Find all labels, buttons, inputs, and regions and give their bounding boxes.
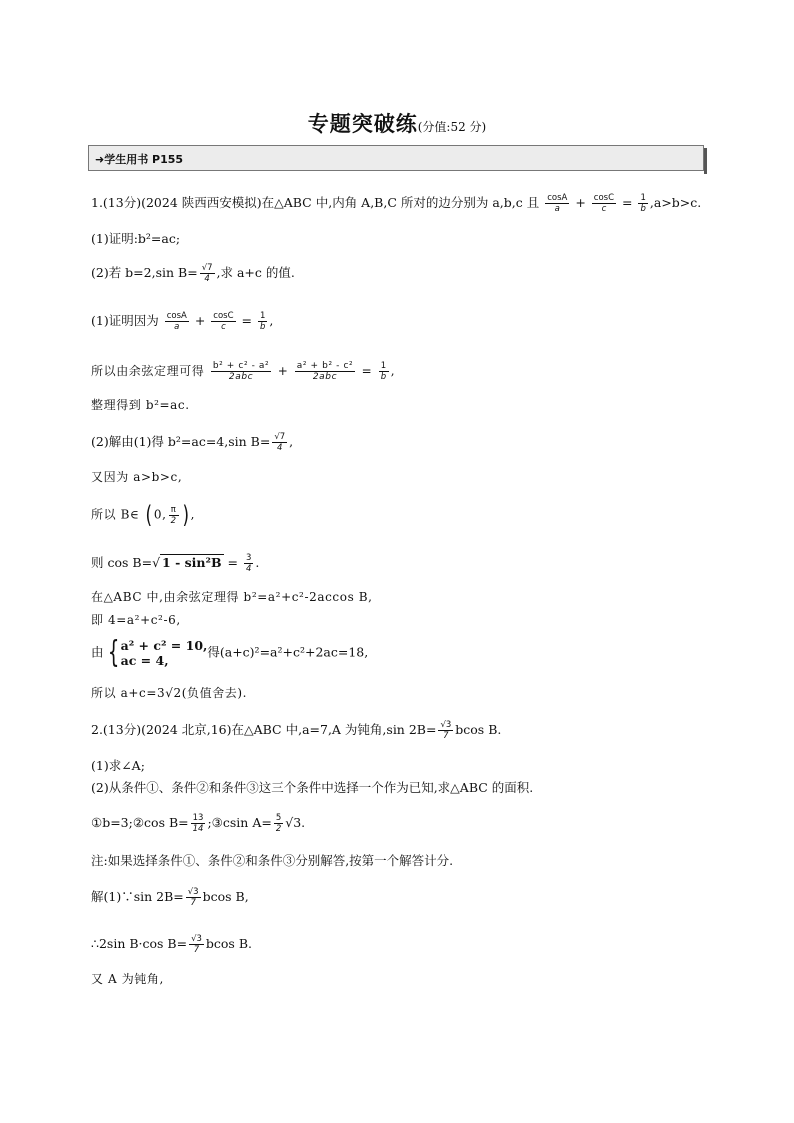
solution-text: , bbox=[289, 434, 294, 449]
equals-sign: = bbox=[361, 364, 373, 378]
fraction bbox=[191, 813, 206, 834]
q2-conditions bbox=[91, 813, 305, 834]
fraction bbox=[186, 887, 201, 908]
q1-solution-line-5: 又因为 a>b>c, bbox=[91, 470, 183, 484]
numerator: √3 bbox=[187, 887, 199, 897]
fraction bbox=[295, 361, 355, 382]
denominator: 14 bbox=[192, 824, 204, 834]
q1-solution-line-2 bbox=[91, 361, 395, 382]
solution-text: bcos B. bbox=[205, 936, 252, 951]
numerator: a² + b² - c² bbox=[296, 361, 354, 371]
q1-solution-line-3: 整理得到 b²=ac. bbox=[91, 398, 190, 412]
fraction bbox=[379, 361, 389, 382]
numerator: √3 bbox=[191, 934, 202, 944]
q1-solution-line-1 bbox=[91, 311, 273, 332]
plus-sign: + bbox=[277, 364, 289, 378]
denominator: 4 bbox=[277, 443, 283, 453]
fraction bbox=[211, 311, 235, 332]
reference-tag: ➜学生用书 P155 bbox=[95, 153, 184, 166]
q1-solution-line-11: 所以 a+c=3√2(负值舍去). bbox=[91, 686, 248, 700]
right-paren: ) bbox=[182, 501, 190, 529]
page-title bbox=[0, 108, 794, 138]
q1-part2-tail: ,求 a+c 的值. bbox=[216, 265, 295, 280]
fraction bbox=[258, 311, 267, 332]
q1-solution-line-8: 在△ABC 中,由余弦定理得 b²=a²+c²-2accos B, bbox=[91, 590, 373, 604]
denominator: 2 bbox=[275, 824, 282, 834]
numerator: cosC bbox=[213, 311, 234, 321]
fraction bbox=[169, 505, 179, 526]
plus-sign: + bbox=[575, 195, 586, 210]
denominator: 4 bbox=[246, 564, 252, 574]
q2-solution-line-2 bbox=[91, 934, 252, 955]
numerator: 1 bbox=[380, 361, 387, 371]
fraction bbox=[272, 432, 287, 453]
equation-1: a² + c² = 10, bbox=[120, 638, 208, 653]
q1-stem-text: 1.(13分)(2024 陕西西安模拟)在△ABC 中,内角 A,B,C 所对的边分别为 a,b,c 且 bbox=[91, 195, 540, 210]
q2-solution-line-3: 又 A 为钝角, bbox=[91, 972, 164, 986]
solution-text: , bbox=[269, 313, 274, 328]
q1-part2 bbox=[91, 263, 295, 284]
solution-text: 所以 B∈ bbox=[91, 507, 140, 522]
fraction bbox=[545, 193, 569, 214]
fraction bbox=[165, 311, 189, 332]
numerator: 3 bbox=[246, 553, 252, 563]
sqrt-sign: √ bbox=[152, 555, 161, 570]
q1-solution-line-10 bbox=[91, 635, 369, 670]
denominator: 2 bbox=[170, 515, 177, 526]
q1-solution-line-6 bbox=[91, 503, 195, 527]
denominator: 4 bbox=[204, 274, 210, 284]
fraction bbox=[211, 361, 271, 382]
title-score: (分值:52 分) bbox=[417, 120, 487, 134]
denominator: b bbox=[259, 322, 266, 332]
solution-text: 由 bbox=[91, 644, 104, 660]
denominator: 7 bbox=[190, 898, 196, 908]
numerator: 13 bbox=[192, 813, 204, 823]
q1-stem-tail: ,a>b>c. bbox=[649, 195, 702, 210]
equals-sign: = bbox=[622, 195, 633, 210]
denominator: 2abc bbox=[312, 372, 338, 382]
q2-part2: (2)从条件①、条件②和条件③这三个条件中选择一个作为已知,求△ABC 的面积. bbox=[91, 780, 534, 795]
numerator: b² + c² - a² bbox=[212, 361, 270, 371]
reference-bar bbox=[88, 145, 704, 171]
fraction bbox=[438, 720, 453, 741]
solution-text: bcos B, bbox=[202, 889, 249, 904]
equation-system bbox=[121, 638, 208, 668]
equation-2: ac = 4, bbox=[120, 653, 169, 668]
fraction bbox=[592, 193, 616, 214]
q1-solution-line-9: 即 4=a²+c²-6, bbox=[91, 613, 181, 627]
plus-sign: + bbox=[194, 313, 206, 328]
solution-text: , bbox=[190, 507, 195, 522]
denominator: b bbox=[380, 372, 387, 382]
left-brace: { bbox=[107, 635, 119, 670]
fraction bbox=[200, 263, 215, 284]
solution-text: 解(1)∵sin 2B= bbox=[91, 889, 184, 904]
denominator: c bbox=[601, 204, 607, 214]
q2-part1: (1)求∠A; bbox=[91, 758, 145, 773]
fraction bbox=[189, 934, 204, 955]
numerator: 1 bbox=[640, 193, 646, 203]
sqrt-content: 1 - sin²B bbox=[162, 555, 222, 570]
solution-text: 则 cos B= bbox=[91, 555, 153, 570]
solution-text: 0, bbox=[153, 507, 167, 522]
q2-solution-line-1 bbox=[91, 887, 249, 908]
q1-part2-text: (2)若 b=2,sin B= bbox=[91, 265, 198, 280]
solution-text: ∴2sin B·cos B= bbox=[91, 936, 188, 951]
numerator: √7 bbox=[274, 432, 286, 442]
solution-text: 所以由余弦定理可得 bbox=[91, 364, 205, 378]
condition-text: √3. bbox=[285, 815, 306, 830]
denominator: c bbox=[221, 322, 226, 332]
fraction bbox=[274, 813, 283, 834]
solution-text: . bbox=[255, 555, 260, 570]
numerator: √7 bbox=[201, 263, 213, 273]
numerator: √3 bbox=[440, 720, 452, 730]
q2-note: 注:如果选择条件①、条件②和条件③分别解答,按第一个解答计分. bbox=[91, 853, 454, 868]
solution-text: , bbox=[390, 364, 396, 378]
q1-solution-line-4 bbox=[91, 432, 293, 453]
q1-solution-line-7 bbox=[91, 553, 259, 574]
numerator: cosA bbox=[166, 311, 187, 321]
numerator: cosC bbox=[593, 193, 615, 203]
denominator: a bbox=[174, 322, 180, 332]
left-paren: ( bbox=[145, 501, 153, 529]
fraction bbox=[638, 193, 647, 214]
numerator: cosA bbox=[547, 193, 568, 203]
solution-text: (2)解由(1)得 b²=ac=4,sin B= bbox=[91, 434, 271, 449]
numerator: 1 bbox=[259, 311, 266, 321]
denominator: a bbox=[554, 204, 560, 214]
condition-text: ;③csin A= bbox=[207, 815, 272, 830]
q2-stem-tail: bcos B. bbox=[455, 722, 502, 737]
equals-sign: = bbox=[227, 555, 239, 570]
equals-sign: = bbox=[241, 313, 252, 328]
denominator: 7 bbox=[443, 731, 449, 741]
fraction bbox=[244, 553, 253, 574]
q2-stem bbox=[91, 720, 501, 741]
denominator: 2abc bbox=[228, 372, 254, 382]
numerator: π bbox=[169, 505, 179, 516]
denominator: 7 bbox=[193, 945, 200, 955]
title-main: 专题突破练 bbox=[307, 111, 418, 136]
q1-part1: (1)证明:b²=ac; bbox=[91, 231, 181, 246]
numerator: 5 bbox=[275, 813, 282, 823]
solution-text: 得(a+c)²=a²+c²+2ac=18, bbox=[207, 644, 369, 660]
condition-text: ①b=3;②cos B= bbox=[91, 815, 189, 830]
solution-text: (1)证明因为 bbox=[91, 313, 159, 328]
q1-stem bbox=[91, 193, 701, 214]
denominator: b bbox=[640, 204, 646, 214]
q2-stem-text: 2.(13分)(2024 北京,16)在△ABC 中,a=7,A 为钝角,sin 2B= bbox=[91, 722, 437, 737]
